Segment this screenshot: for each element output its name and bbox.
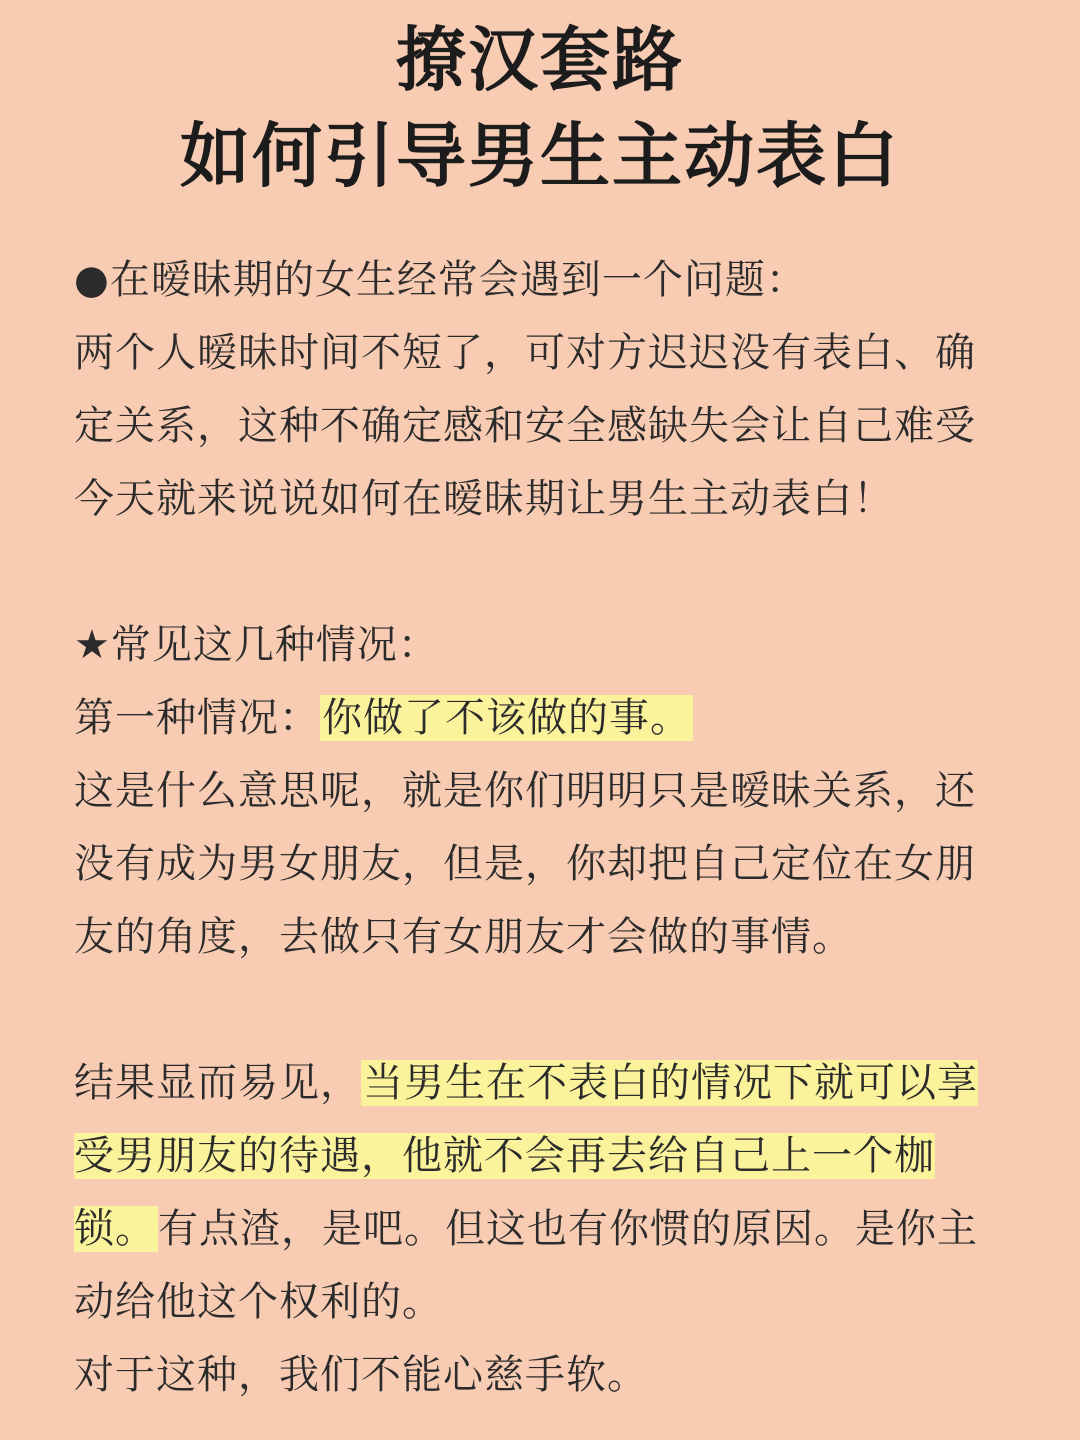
result-prefix: 结果显而易见，: [74, 1060, 361, 1106]
title-line-2: 如何引导男生主动表白: [180, 115, 900, 197]
case-1-explanation: 这是什么意思呢，就是你们明明只是暧昧关系，还没有成为男女朋友，但是，你却把自己定位在女朋友的角度，去做只有女朋友才会做的事情。: [74, 768, 976, 960]
result-suffix: 有点渣，是吧。但这也有你惯的原因。是你主动给他这个权利的。: [74, 1206, 978, 1325]
article-body: [74, 244, 1014, 1412]
result-highlight: 当男生在不表白的情况下就可以享受男朋友的待遇，他就不会再去给自己上一个枷锁。: [74, 1060, 978, 1252]
result-paragraph: [74, 1047, 1014, 1339]
case-1: [74, 682, 1014, 755]
title-line-1: 撩汉套路: [396, 19, 684, 101]
case-1-prefix: 第一种情况：: [74, 695, 320, 741]
case-1-highlight: 你做了不该做的事。: [322, 695, 691, 741]
closing-line: 对于这种，我们不能心慈手软。: [74, 1352, 648, 1398]
page-title: [0, 0, 1080, 204]
paragraph-gap: [74, 536, 1014, 609]
intro-question: ●在暧昧期的女生经常会遇到一个问题：: [74, 257, 807, 303]
paragraph-gap: [74, 974, 1014, 1047]
intro-topic: 今天就来说说如何在暧昧期让男生主动表白！: [74, 476, 894, 522]
intro-problem: 两个人暧昧时间不短了，可对方迟迟没有表白、确定关系，这种不确定感和安全感缺失会让自己难受: [74, 330, 976, 449]
section-heading: ★常见这几种情况：: [74, 622, 439, 668]
